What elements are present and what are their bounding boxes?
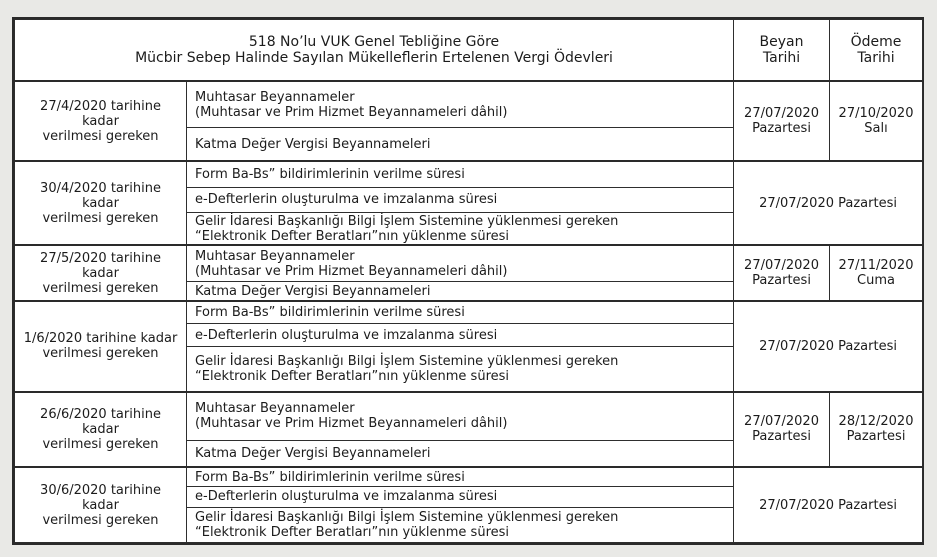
cell-text-line: Form Ba-Bs” bildirimlerinin verilme süresi (195, 166, 465, 182)
cell-text-line: 1/6/2020 tarihine kadar (23, 331, 178, 347)
obligation-cell (187, 507, 734, 542)
period-cell (15, 301, 187, 392)
cell-text-line: 27/5/2020 tarihine kadar (40, 250, 161, 281)
cell-text-line: verilmesi gereken (42, 436, 159, 452)
cell-text-line: Form Ba-Bs” bildirimlerinin verilme süresi (195, 469, 465, 485)
obligation-cell (187, 128, 734, 161)
cell-text-line: Tarihi (762, 50, 801, 67)
obligation-cell (187, 161, 734, 188)
tax-deadlines-table (14, 19, 923, 543)
obligation-cell (187, 487, 734, 508)
title-line-1: 518 No’lu VUK Genel Tebliğine Göre (248, 34, 500, 51)
table-title (15, 20, 734, 82)
obligation-cell (187, 212, 734, 245)
beyan-header (734, 20, 830, 82)
obligation-cell (187, 346, 734, 391)
combined-date-cell (734, 301, 923, 392)
cell-text-line: 27/07/2020 (744, 258, 819, 274)
cell-text-line: 27/11/2020 (838, 258, 914, 274)
cell-text-line: Pazartesi (752, 273, 811, 289)
beyan-date-cell (734, 81, 830, 160)
cell-text-line: verilmesi gereken (42, 346, 159, 362)
cell-text-line: 27/07/2020 Pazartesi (759, 338, 897, 354)
odeme-date-cell (830, 392, 923, 467)
odeme-date-cell (830, 245, 923, 301)
period-cell (15, 467, 187, 542)
cell-text-line: Pazartesi (752, 429, 811, 445)
cell-text-line: “Elektronik Defter Beratları”nın yüklenme süresi (195, 368, 510, 384)
cell-text-line: “Elektronik Defter Beratları”nın yüklenme süresi (195, 524, 510, 540)
cell-text-line: 27/10/2020 (838, 106, 914, 122)
cell-text-line: 27/4/2020 tarihine kadar (40, 98, 161, 129)
odeme-header (830, 20, 923, 82)
cell-text-line: Katma Değer Vergisi Beyannameleri (195, 445, 431, 461)
obligation-cell (187, 467, 734, 487)
obligation-cell (187, 392, 734, 440)
cell-text-line: (Muhtasar ve Prim Hizmet Beyannameleri dâhil) (195, 416, 508, 432)
period-cell (15, 81, 187, 160)
obligation-cell (187, 281, 734, 301)
beyan-date-cell (734, 392, 830, 467)
cell-text-line: 30/4/2020 tarihine kadar (40, 180, 161, 211)
cell-text-line: e-Defterlerin oluşturulma ve imzalanma süresi (195, 192, 498, 208)
table-row (15, 161, 923, 188)
cell-text-line: Muhtasar Beyannameler (195, 401, 355, 417)
cell-text-line: Form Ba-Bs” bildirimlerinin verilme süresi (195, 305, 465, 321)
table-row (15, 467, 923, 487)
title-line-2: Mücbir Sebep Halinde Sayılan Mükelleflerin Ertelenen Vergi Ödevleri (135, 50, 613, 67)
table-row (15, 301, 923, 324)
cell-text-line: Katma Değer Vergisi Beyannameleri (195, 283, 431, 299)
cell-text-line: verilmesi gereken (42, 128, 159, 144)
cell-text-line: Beyan (759, 34, 804, 51)
cell-text-line: 27/07/2020 (744, 106, 819, 122)
cell-text-line: Ödeme (850, 34, 902, 51)
obligation-cell (187, 188, 734, 213)
combined-date-cell (734, 467, 923, 542)
table-row (15, 392, 923, 440)
cell-text-line: verilmesi gereken (42, 512, 159, 528)
obligation-cell (187, 440, 734, 467)
cell-text-line: verilmesi gereken (42, 280, 159, 296)
cell-text-line: Katma Değer Vergisi Beyannameleri (195, 136, 431, 152)
odeme-date-cell (830, 81, 923, 160)
cell-text-line: Gelir İdaresi Başkanlığı Bilgi İşlem Sistemine yüklenmesi gereken (195, 509, 619, 525)
header-row (15, 20, 923, 82)
cell-text-line: Salı (864, 121, 888, 137)
combined-date-cell (734, 161, 923, 246)
cell-text-line: Muhtasar Beyannameler (195, 89, 355, 105)
cell-text-line: Tarihi (857, 50, 895, 67)
cell-text-line: (Muhtasar ve Prim Hizmet Beyannameleri dâhil) (195, 263, 508, 279)
cell-text-line: Muhtasar Beyannameler (195, 248, 355, 264)
period-cell (15, 392, 187, 467)
table-row (15, 81, 923, 127)
cell-text-line: 30/6/2020 tarihine kadar (40, 482, 161, 513)
cell-text-line: 27/07/2020 Pazartesi (759, 497, 897, 513)
cell-text-line: 27/07/2020 Pazartesi (759, 195, 897, 211)
cell-text-line: e-Defterlerin oluşturulma ve imzalanma süresi (195, 489, 498, 505)
cell-text-line: 28/12/2020 (838, 414, 914, 430)
obligation-cell (187, 301, 734, 324)
cell-text-line: “Elektronik Defter Beratları”nın yüklenme süresi (195, 228, 510, 244)
cell-text-line: e-Defterlerin oluşturulma ve imzalanma süresi (195, 327, 498, 343)
period-cell (15, 161, 187, 246)
cell-text-line: Cuma (857, 273, 895, 289)
period-cell (15, 245, 187, 301)
tax-deadlines-table-frame (12, 17, 924, 545)
cell-text-line: Pazartesi (752, 121, 811, 137)
obligation-cell (187, 245, 734, 281)
obligation-cell (187, 81, 734, 127)
cell-text-line: Pazartesi (846, 429, 906, 445)
cell-text-line: (Muhtasar ve Prim Hizmet Beyannameleri dâhil) (195, 104, 508, 120)
cell-text-line: verilmesi gereken (42, 210, 159, 226)
cell-text-line: Gelir İdaresi Başkanlığı Bilgi İşlem Sistemine yüklenmesi gereken (195, 353, 619, 369)
cell-text-line: 27/07/2020 (744, 414, 819, 430)
cell-text-line: 26/6/2020 tarihine kadar (40, 406, 161, 437)
table-row (15, 245, 923, 281)
beyan-date-cell (734, 245, 830, 301)
cell-text-line: Gelir İdaresi Başkanlığı Bilgi İşlem Sistemine yüklenmesi gereken (195, 213, 619, 229)
obligation-cell (187, 324, 734, 347)
